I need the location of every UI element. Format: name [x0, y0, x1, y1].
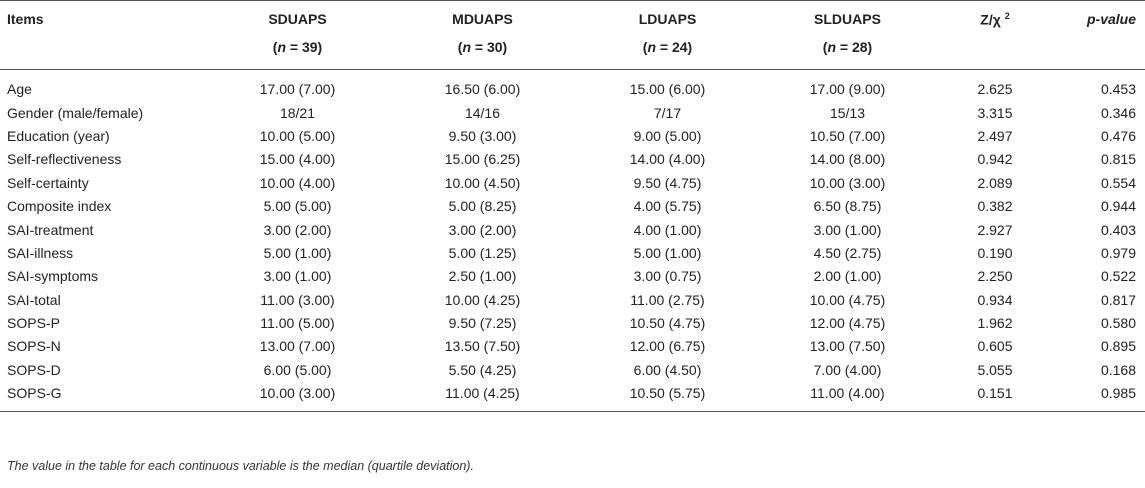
row-item-label: SOPS-P [7, 315, 60, 332]
header-group-slduaps: SLDUAPS [760, 1, 935, 40]
row-group-value: 15.00 (6.00) [629, 81, 706, 98]
header-n-slduaps: (n = 28) [760, 39, 935, 70]
table-row [0, 242, 1145, 265]
row-group-value: 11.00 (2.75) [630, 291, 705, 308]
row-p-value: 0.522 [1100, 268, 1136, 285]
row-p-value: 0.979 [1100, 244, 1136, 261]
row-group-value: 15/13 [829, 104, 866, 121]
row-stat-value: 2.089 [977, 174, 1013, 191]
header-group-lduaps: LDUAPS [575, 1, 760, 40]
row-group-value: 7/17 [653, 104, 682, 121]
table-row [0, 101, 1145, 124]
row-group-value: 14/16 [464, 104, 501, 121]
row-p-value: 0.815 [1100, 151, 1136, 168]
row-stat-value: 3.315 [977, 104, 1013, 121]
row-stat-value: 1.962 [977, 315, 1013, 332]
row-item-label: Gender (male/female) [7, 104, 144, 121]
row-p-value: 0.580 [1100, 315, 1136, 332]
row-group-value: 10.00 (3.00) [205, 382, 390, 412]
table-footnote: The value in the table for each continuous variable is the median (quartile deviation). [7, 459, 474, 473]
table-row [0, 125, 1145, 148]
row-group-value: 10.50 (7.00) [809, 127, 886, 144]
row-group-value: 10.50 (4.75) [629, 315, 706, 332]
row-stat-value: 2.497 [977, 127, 1013, 144]
row-stat-value: 0.190 [977, 244, 1013, 261]
row-group-value: 4.00 (5.75) [633, 198, 702, 215]
row-group-value: 11.00 (4.25) [390, 382, 575, 412]
table-row [0, 335, 1145, 358]
row-group-value: 5.00 (8.25) [448, 198, 517, 215]
row-group-value: 12.00 (6.75) [629, 338, 706, 355]
row-group-value: 14.00 (8.00) [809, 151, 886, 168]
header-group-mduaps: MDUAPS [390, 1, 575, 40]
row-group-value: 10.00 (4.25) [444, 291, 521, 308]
table-row [0, 148, 1145, 171]
header-n-lduaps: (n = 24) [575, 39, 760, 70]
header-items: Items [0, 1, 205, 40]
row-group-value: 10.00 (3.00) [809, 174, 886, 191]
row-stat-value: 0.942 [977, 151, 1013, 168]
row-p-value: 0.453 [1100, 81, 1136, 98]
row-group-value: 5.00 (1.25) [448, 244, 517, 261]
row-item-label: Self-reflectiveness [7, 151, 122, 168]
row-item-label: SOPS-G [0, 382, 205, 412]
row-group-value: 17.00 (9.00) [809, 81, 886, 98]
row-p-value: 0.554 [1100, 174, 1136, 191]
row-item-label: SAI-illness [7, 244, 74, 261]
table-row [0, 195, 1145, 218]
row-group-value: 11.00 (5.00) [260, 315, 335, 332]
row-stat-value: 0.605 [977, 338, 1013, 355]
row-item-label: Age [7, 81, 32, 98]
row-group-value: 10.00 (5.00) [259, 127, 336, 144]
header-stat: Z/χ $^2$ [935, 1, 1055, 40]
row-group-value: 10.50 (5.75) [575, 382, 760, 412]
row-group-value: 9.50 (4.75) [633, 174, 702, 191]
row-group-value: 3.00 (1.00) [813, 221, 882, 238]
row-stat-value: 0.151 [935, 382, 1055, 412]
row-group-value: 6.00 (4.50) [633, 361, 702, 378]
row-stat-value: 5.055 [977, 361, 1013, 378]
row-item-label: SAI-total [7, 291, 61, 308]
row-group-value: 17.00 (7.00) [259, 81, 336, 98]
table-row [0, 172, 1145, 195]
row-p-value: 0.944 [1100, 198, 1136, 215]
row-group-value: 4.00 (1.00) [633, 221, 702, 238]
row-group-value: 3.00 (2.00) [448, 221, 517, 238]
table-row [0, 289, 1145, 312]
header-group-sduaps: SDUAPS [205, 1, 390, 40]
table-row [0, 382, 1145, 412]
header-blank [0, 39, 205, 70]
row-item-label: SOPS-N [7, 338, 61, 355]
row-item-label: Composite index [7, 198, 112, 215]
row-p-value: 0.403 [1100, 221, 1136, 238]
row-group-value: 12.00 (4.75) [809, 315, 886, 332]
header-n-mduaps: (n = 30) [390, 39, 575, 70]
row-stat-value: 0.382 [977, 198, 1013, 215]
row-p-value: 0.168 [1100, 361, 1136, 378]
row-group-value: 13.00 (7.50) [809, 338, 886, 355]
row-group-value: 10.00 (4.00) [259, 174, 336, 191]
row-group-value: 11.00 (4.00) [760, 382, 935, 412]
row-group-value: 4.50 (2.75) [813, 244, 882, 261]
row-p-value: 0.985 [1055, 382, 1145, 412]
row-p-value: 0.895 [1100, 338, 1136, 355]
row-stat-value: 2.927 [977, 221, 1013, 238]
row-item-label: Education (year) [7, 127, 110, 144]
row-group-value: 7.00 (4.00) [813, 361, 882, 378]
row-group-value: 16.50 (6.00) [444, 81, 521, 98]
row-group-value: 13.00 (7.00) [259, 338, 336, 355]
table-row [0, 359, 1145, 382]
header-n-sduaps: (n = 39) [205, 39, 390, 70]
row-p-value: 0.817 [1100, 291, 1136, 308]
row-group-value: 3.00 (0.75) [633, 268, 702, 285]
row-group-value: 9.00 (5.00) [633, 127, 702, 144]
row-group-value: 6.50 (8.75) [813, 198, 882, 215]
row-stat-value: 2.250 [977, 268, 1013, 285]
table-body [0, 70, 1145, 412]
row-stat-value: 0.934 [977, 291, 1013, 308]
row-group-value: 18/21 [279, 104, 316, 121]
row-item-label: SAI-symptoms [7, 268, 99, 285]
table-row [0, 218, 1145, 241]
row-p-value: 0.346 [1100, 104, 1136, 121]
table-row [0, 265, 1145, 288]
row-group-value: 5.50 (4.25) [448, 361, 517, 378]
header-pvalue: p-value [1055, 1, 1145, 40]
row-item-label: SOPS-D [7, 361, 61, 378]
row-group-value: 6.00 (5.00) [263, 361, 332, 378]
table-row [0, 312, 1145, 335]
row-group-value: 3.00 (1.00) [263, 268, 332, 285]
row-group-value: 5.00 (1.00) [633, 244, 702, 261]
row-group-value: 2.00 (1.00) [813, 268, 882, 285]
row-group-value: 13.50 (7.50) [444, 338, 521, 355]
row-group-value: 5.00 (5.00) [263, 198, 332, 215]
row-group-value: 2.50 (1.00) [448, 268, 517, 285]
row-item-label: SAI-treatment [7, 221, 94, 238]
row-group-value: 14.00 (4.00) [629, 151, 706, 168]
row-group-value: 11.00 (3.00) [260, 291, 335, 308]
table-row [0, 70, 1145, 102]
row-group-value: 15.00 (6.25) [444, 151, 521, 168]
header-blank [935, 39, 1055, 70]
row-item-label: Self-certainty [7, 174, 89, 191]
row-group-value: 3.00 (2.00) [263, 221, 332, 238]
row-group-value: 9.50 (3.00) [448, 127, 517, 144]
row-p-value: 0.476 [1100, 127, 1136, 144]
row-group-value: 10.00 (4.50) [444, 174, 521, 191]
row-group-value: 9.50 (7.25) [448, 315, 517, 332]
row-group-value: 15.00 (4.00) [259, 151, 336, 168]
row-stat-value: 2.625 [977, 81, 1013, 98]
row-group-value: 10.00 (4.75) [809, 291, 886, 308]
row-group-value: 5.00 (1.00) [263, 244, 332, 261]
header-blank [1055, 39, 1145, 70]
